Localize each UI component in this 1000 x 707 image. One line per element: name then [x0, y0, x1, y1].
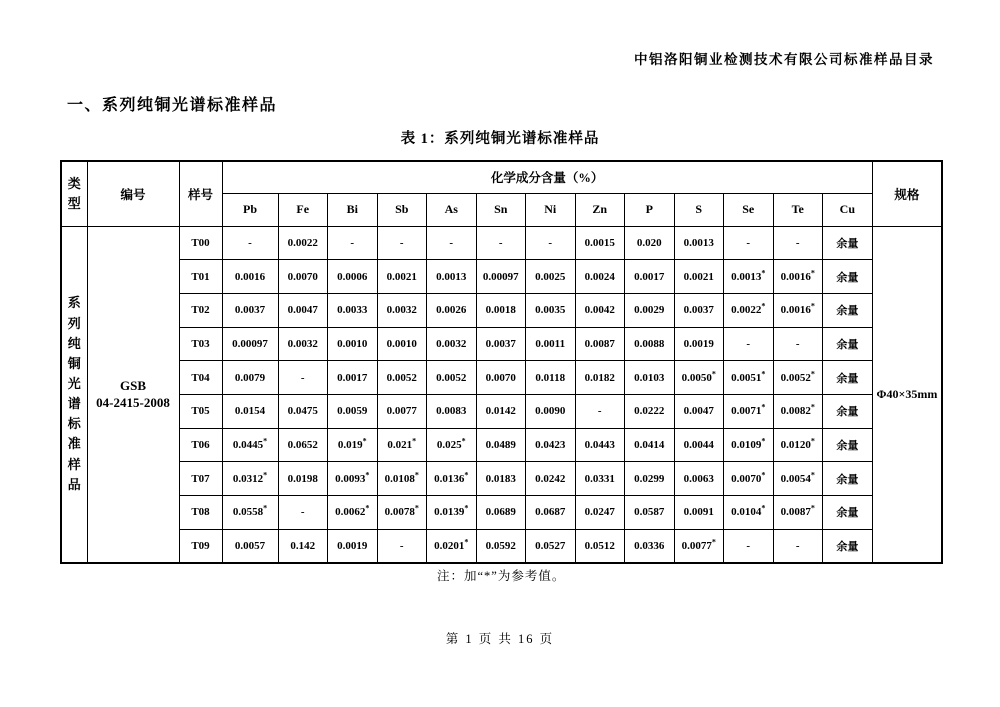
composition-value: 0.0054* [773, 462, 823, 496]
composition-value: 0.0021 [674, 260, 724, 294]
composition-value: 0.0025 [526, 260, 576, 294]
composition-value: - [575, 394, 625, 428]
col-header-spec: 规格 [872, 161, 942, 226]
composition-value: 0.0033 [328, 293, 378, 327]
composition-value: 0.0108* [377, 462, 427, 496]
composition-value: 0.0183 [476, 462, 526, 496]
composition-value: 0.0071* [724, 394, 774, 428]
element-header: P [625, 193, 675, 226]
element-header: Pb [222, 193, 278, 226]
composition-value: 0.0091 [674, 496, 724, 530]
composition-value: 0.0032 [377, 293, 427, 327]
composition-value: 0.0070* [724, 462, 774, 496]
sample-id: T08 [179, 496, 222, 530]
composition-value: 0.142 [278, 529, 328, 563]
composition-value: 0.0019 [674, 327, 724, 361]
element-header: Zn [575, 193, 625, 226]
composition-value: 0.0032 [427, 327, 477, 361]
composition-value: 0.0063 [674, 462, 724, 496]
composition-value: - [377, 226, 427, 260]
composition-value: 0.0201* [427, 529, 477, 563]
composition-value: 0.0139* [427, 496, 477, 530]
composition-value: 余量 [823, 361, 873, 395]
composition-value: - [278, 496, 328, 530]
composition-value: 0.0047 [674, 394, 724, 428]
composition-value: 0.0029 [625, 293, 675, 327]
code-line2: 04-2415-2008 [96, 395, 170, 411]
composition-value: 0.00097 [476, 260, 526, 294]
table-row [61, 394, 942, 428]
table-row [61, 462, 942, 496]
composition-value: 0.0087* [773, 496, 823, 530]
composition-value: 0.0016* [773, 260, 823, 294]
composition-value: 0.0050* [674, 361, 724, 395]
composition-value: 0.0120* [773, 428, 823, 462]
table-row [61, 496, 942, 530]
composition-value: - [427, 226, 477, 260]
composition-value: 0.0242 [526, 462, 576, 496]
table-row [61, 226, 942, 260]
composition-value: - [526, 226, 576, 260]
composition-value: 0.0136* [427, 462, 477, 496]
table-body [61, 226, 942, 563]
composition-value: 0.0015 [575, 226, 625, 260]
composition-value: 余量 [823, 428, 873, 462]
table-row [61, 428, 942, 462]
composition-value: 0.0093* [328, 462, 378, 496]
composition-value: 0.0118 [526, 361, 576, 395]
sample-id: T06 [179, 428, 222, 462]
composition-value: 0.0026 [427, 293, 477, 327]
composition-value: 0.0104* [724, 496, 774, 530]
composition-value: 余量 [823, 394, 873, 428]
composition-value: 0.0037 [476, 327, 526, 361]
composition-value: - [476, 226, 526, 260]
table-row [61, 529, 942, 563]
table-row [61, 293, 942, 327]
composition-value: 0.0103 [625, 361, 675, 395]
sample-id: T03 [179, 327, 222, 361]
composition-value: 余量 [823, 260, 873, 294]
page-number: 第 1 页 共 16 页 [445, 632, 555, 646]
composition-value: 0.0082* [773, 394, 823, 428]
composition-value: 0.0017 [328, 361, 378, 395]
composition-value: 0.025* [427, 428, 477, 462]
composition-value: 0.0331 [575, 462, 625, 496]
element-header: S [674, 193, 724, 226]
composition-value: 0.0299 [625, 462, 675, 496]
composition-value: 0.0423 [526, 428, 576, 462]
composition-value: 0.0057 [222, 529, 278, 563]
composition-value: 0.0083 [427, 394, 477, 428]
composition-value: 0.0017 [625, 260, 675, 294]
composition-value: 余量 [823, 529, 873, 563]
composition-value: 0.0070 [476, 361, 526, 395]
composition-value: 0.0052* [773, 361, 823, 395]
composition-value: 0.0013 [674, 226, 724, 260]
composition-value: 0.0047 [278, 293, 328, 327]
composition-value: 0.0062* [328, 496, 378, 530]
sample-id: T09 [179, 529, 222, 563]
table-row [61, 361, 942, 395]
col-header-type-label: 类型 [67, 175, 81, 211]
sample-id: T00 [179, 226, 222, 260]
element-header: Cu [823, 193, 873, 226]
composition-value: - [222, 226, 278, 260]
composition-value: 0.0512 [575, 529, 625, 563]
composition-value: 0.0022* [724, 293, 774, 327]
composition-value: 0.0475 [278, 394, 328, 428]
composition-value: 0.0022 [278, 226, 328, 260]
composition-value: 0.0070 [278, 260, 328, 294]
composition-value: - [724, 327, 774, 361]
composition-value: 余量 [823, 327, 873, 361]
composition-value: 0.0154 [222, 394, 278, 428]
element-header: As [427, 193, 477, 226]
composition-value: 0.0042 [575, 293, 625, 327]
element-header: Fe [278, 193, 328, 226]
composition-value: 余量 [823, 496, 873, 530]
composition-value: 0.0018 [476, 293, 526, 327]
composition-value: 0.0652 [278, 428, 328, 462]
col-header-sample: 样号 [179, 161, 222, 226]
sample-id: T07 [179, 462, 222, 496]
composition-value: 0.0587 [625, 496, 675, 530]
type-value: 系列纯铜光谱标准样品 [67, 295, 81, 492]
table-title: 表 1：系列纯铜光谱标准样品 [400, 131, 600, 147]
composition-value: 0.0077 [377, 394, 427, 428]
element-header: Bi [328, 193, 378, 226]
sample-id: T01 [179, 260, 222, 294]
composition-value: 0.0090 [526, 394, 576, 428]
composition-value: - [773, 327, 823, 361]
composition-value: 0.0077* [674, 529, 724, 563]
sample-id: T02 [179, 293, 222, 327]
composition-value: - [724, 529, 774, 563]
header-row-1 [61, 161, 942, 193]
composition-value: 0.00097 [222, 327, 278, 361]
composition-value: 0.0013* [724, 260, 774, 294]
section-heading: 一、系列纯铜光谱标准样品 [67, 97, 278, 114]
composition-value: - [773, 226, 823, 260]
code-line1: GSB [119, 377, 146, 393]
composition-value: 0.0312* [222, 462, 278, 496]
composition-value: 0.0016 [222, 260, 278, 294]
composition-value: 0.0010 [328, 327, 378, 361]
composition-value: 0.0011 [526, 327, 576, 361]
composition-value: 0.0414 [625, 428, 675, 462]
composition-value: 余量 [823, 293, 873, 327]
spec-value: Φ40×35mm [872, 226, 942, 563]
composition-value: 0.020 [625, 226, 675, 260]
composition-value: - [377, 529, 427, 563]
composition-value: 0.0021 [377, 260, 427, 294]
composition-value: 0.0443 [575, 428, 625, 462]
composition-value: 0.0445* [222, 428, 278, 462]
col-header-composition: 化学成分含量（%） [222, 161, 872, 193]
composition-value: 0.0222 [625, 394, 675, 428]
composition-value: 0.0059 [328, 394, 378, 428]
type-value-cell [61, 226, 87, 563]
composition-value: 0.0592 [476, 529, 526, 563]
composition-value: 0.0078* [377, 496, 427, 530]
element-header: Se [724, 193, 774, 226]
col-header-code: 编号 [87, 161, 179, 226]
composition-value: 0.0336 [625, 529, 675, 563]
composition-value: - [724, 226, 774, 260]
composition-value: 0.0109* [724, 428, 774, 462]
composition-value: 0.019* [328, 428, 378, 462]
composition-value: 0.0527 [526, 529, 576, 563]
composition-value: 0.0247 [575, 496, 625, 530]
table-row [61, 327, 942, 361]
composition-value: 0.0052 [377, 361, 427, 395]
element-header: Sb [377, 193, 427, 226]
composition-value: 0.0142 [476, 394, 526, 428]
composition-value: 0.0051* [724, 361, 774, 395]
element-header: Te [773, 193, 823, 226]
composition-value: 0.0024 [575, 260, 625, 294]
composition-value: 0.0013 [427, 260, 477, 294]
composition-value: 0.0037 [674, 293, 724, 327]
composition-value: 0.0689 [476, 496, 526, 530]
composition-value: 0.0044 [674, 428, 724, 462]
composition-value: - [328, 226, 378, 260]
composition-value: 0.0032 [278, 327, 328, 361]
standard-samples-table [60, 160, 943, 564]
col-header-type [61, 161, 87, 226]
composition-value: 0.0087 [575, 327, 625, 361]
footnote: 注：加“*”为参考值。 [437, 569, 566, 583]
element-header: Ni [526, 193, 576, 226]
element-header: Sn [476, 193, 526, 226]
composition-value: 0.0035 [526, 293, 576, 327]
table-row [61, 260, 942, 294]
code-value-cell [87, 226, 179, 563]
composition-value: 0.021* [377, 428, 427, 462]
composition-value: 0.0019 [328, 529, 378, 563]
company-catalog-header: 中铝洛阳铜业检测技术有限公司标准样品目录 [634, 52, 934, 67]
composition-value: 0.0006 [328, 260, 378, 294]
composition-value: 0.0037 [222, 293, 278, 327]
sample-id: T05 [179, 394, 222, 428]
composition-value: - [773, 529, 823, 563]
composition-value: 0.0687 [526, 496, 576, 530]
composition-value: 0.0052 [427, 361, 477, 395]
composition-value: 0.0182 [575, 361, 625, 395]
composition-value: 0.0079 [222, 361, 278, 395]
composition-value: 余量 [823, 462, 873, 496]
sample-id: T04 [179, 361, 222, 395]
composition-value: 0.0558* [222, 496, 278, 530]
composition-value: 0.0016* [773, 293, 823, 327]
composition-value: 0.0010 [377, 327, 427, 361]
composition-value: 0.0088 [625, 327, 675, 361]
composition-value: 0.0489 [476, 428, 526, 462]
composition-value: 余量 [823, 226, 873, 260]
composition-value: 0.0198 [278, 462, 328, 496]
composition-value: - [278, 361, 328, 395]
